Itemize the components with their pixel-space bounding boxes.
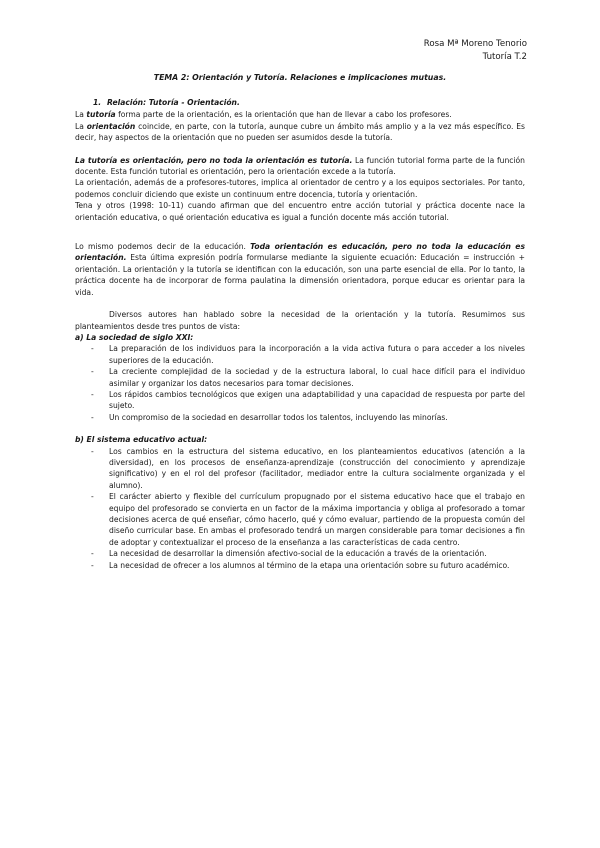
- list-item-text: El carácter abierto y flexible del currículum propugnado por el sistema educativo hace que el trabajo en equipo del profesorado se convierta en un factor de la máxima importancia y obliga al profesorado a tomar decisiones acerca de qué enseñar, cómo hacerlo, qué y cómo evaluar, partiendo de la propuesta común del diseño curricular base. En ambas el profesorado tendrá un margen considerable para tomar decisiones a fin de adoptar y contextualizar el proceso de la enseñanza a las características de cada centro.: [109, 492, 525, 547]
- document-body: [75, 97, 525, 571]
- text-span: La: [75, 121, 87, 131]
- list-item: [75, 412, 525, 423]
- document-title: TEMA 2: Orientación y Tutoría. Relaciones e implicaciones mutuas.: [153, 73, 447, 82]
- list-item-text: La preparación de los individuos para la incorporación a la vida activa futura o para acceder a los niveles superiores de la educación.: [109, 344, 525, 365]
- paragraph-orientacion-def: [75, 121, 525, 144]
- paragraph-tena: Tena y otros (1998: 10-11) cuando afirman que del encuentro entre acción tutorial y práctica docente nace la orientación educativa, o qué orientación educativa es igual a función docente más acción tutorial.: [75, 201, 525, 222]
- text-span: forma parte de la orientación, es la orientación que han de llevar a cabo los profesores.: [115, 110, 452, 120]
- paragraph-educacion: [75, 241, 525, 298]
- section-a-heading: a) La sociedad de siglo XXI:: [75, 332, 194, 342]
- list-item: [75, 548, 525, 559]
- bold-statement: La tutoría es orientación, pero no toda la orientación es tutoría.: [75, 155, 353, 165]
- subject-label: Tutoría T.2: [482, 52, 527, 62]
- section-b-list: [75, 446, 525, 571]
- text-span: coincide, en parte, con la tutoría, aunque cubre un ámbito más amplio y a la vez más específico. Es decir, hay aspectos de la orientación que no pueden ser asumidos desde la tutoría.: [75, 121, 525, 143]
- dash-bullet: -: [91, 389, 94, 399]
- section-b-heading: b) El sistema educativo actual:: [75, 435, 208, 445]
- dash-bullet: -: [91, 446, 94, 456]
- dash-bullet: -: [91, 549, 94, 559]
- section-1-number: 1.: [93, 98, 102, 107]
- paragraph-tutoria-orientacion: [75, 155, 525, 178]
- bold-term: orientación: [86, 121, 136, 131]
- list-item: [75, 366, 525, 389]
- section-1-heading: [75, 97, 525, 108]
- list-item-text: La necesidad de ofrecer a los alumnos al término de la etapa una orientación sobre su futuro académico.: [109, 560, 510, 570]
- dash-bullet: -: [91, 412, 94, 422]
- list-item: [75, 343, 525, 366]
- text-span: Esta última expresión podría formularse mediante la siguiente ecuación: Educación = instrucción + orientación. La orientación y la tutoría se identifican con la educación, son una parte esencial de ella. Por lo tanto, la práctica docente ha de incorporar de forma paulatina la dimensión orientadora, porque educar es orientar para la vida.: [75, 253, 525, 297]
- dash-bullet: -: [91, 492, 94, 502]
- text-span: Lo mismo podemos decir de la educación.: [75, 242, 251, 252]
- list-item: [75, 560, 525, 571]
- list-item: [75, 491, 525, 548]
- list-item-text: Un compromiso de la sociedad en desarrollar todos los talentos, incluyendo las minorías.: [109, 412, 448, 422]
- section-1-title: Relación: Tutoría - Orientación.: [107, 98, 240, 107]
- paragraph-tutoria-def: [75, 109, 525, 120]
- text-span: La: [75, 110, 87, 120]
- dash-bullet: -: [91, 560, 94, 570]
- paragraph-orientacion-continuum: La orientación, además de a profesores-tutores, implica al orientador de centro y a los equipos sectoriales. Por tanto, podemos concluir diciendo que existe un continuum entre docencia, tutoría y orientación.: [75, 178, 525, 199]
- bold-statement: Toda orientación es educación, pero no toda la educación es orientación.: [75, 242, 525, 263]
- bold-term: tutoría: [86, 110, 116, 120]
- paragraph-autores: Diversos autores han hablado sobre la necesidad de la orientación y la tutoría. Resumimos sus planteamientos desde tres puntos de vista:: [75, 310, 525, 331]
- list-item-text: La creciente complejidad de la sociedad y de la estructura laboral, lo cual hace difícil para el individuo asimilar y organizar los datos necesarios para tomar decisiones.: [109, 367, 525, 388]
- dash-bullet: -: [91, 344, 94, 354]
- list-item: [75, 389, 525, 412]
- page-header: [424, 38, 527, 64]
- list-item-text: La necesidad de desarrollar la dimensión afectivo-social de la educación a través de la orientación.: [109, 549, 487, 559]
- text-span: La función tutorial forma parte de la función docente. Esta función tutorial es orientación, pero la orientación excede a la tutoría.: [75, 155, 525, 177]
- list-item: [75, 446, 525, 492]
- list-item-text: Los cambios en la estructura del sistema educativo, en los planteamientos educativos (atención a la diversidad), en los procesos de enseñanza-aprendizaje (construcción del conocimiento y aprendizaje significativo) y en el rol del profesor (facilitador, mediador entre la cultura socialmente organizada y el alumno).: [109, 446, 525, 490]
- list-item-text: Los rápidos cambios tecnológicos que exigen una adaptabilidad y una capacidad de respuesta por parte del sujeto.: [109, 389, 525, 411]
- dash-bullet: -: [91, 367, 94, 377]
- section-a-list: [75, 343, 525, 423]
- author-name: Rosa Mª Moreno Tenorio: [423, 39, 527, 49]
